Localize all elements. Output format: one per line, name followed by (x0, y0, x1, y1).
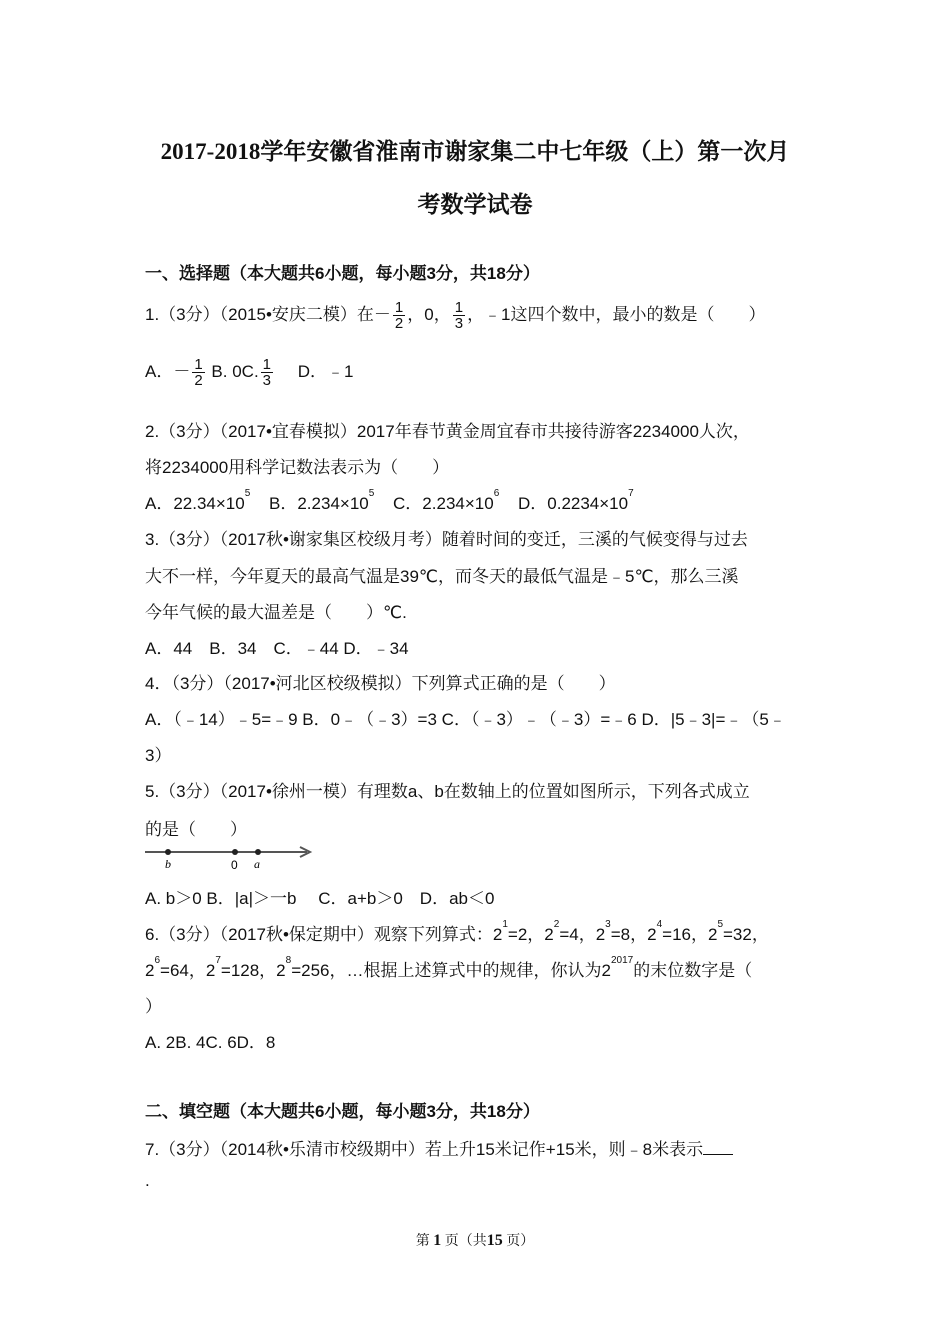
question-5: 5.（3分）（2017•徐州一模）有理数a、b在数轴上的位置如图所示，下列各式成立 (145, 782, 750, 801)
answer-blank[interactable] (703, 1140, 733, 1155)
question-5-options: A. b＞0 B．|a|＞一b C．a+b＞0 D．ab＜0 (145, 889, 495, 908)
option-b-c: B. 0C. (211, 362, 259, 381)
point-zero (232, 849, 238, 855)
question-6-line3: ） (145, 997, 162, 1016)
question-3-options: A．44 B．34 C．﹣44 D．﹣34 (145, 639, 409, 658)
label-a: a (254, 857, 260, 870)
option-d: D．﹣1 (297, 362, 354, 381)
question-6-line2: $2^6=64$，$2^7=128$，$2^8=256$，…根据上述算式中的规律，你认为$2^{2017}$的末位数字是（ (145, 955, 753, 980)
option-a: A．－ (145, 362, 191, 381)
point-b (165, 849, 171, 855)
question-7-line2: . (145, 1171, 150, 1190)
option-b: B．$2.234\times 10^5$ (269, 488, 375, 513)
question-5-line2: 的是（ ） (145, 820, 247, 839)
label-b: b (165, 857, 171, 870)
question-4-options: A．（﹣14）﹣5=﹣9 B．0﹣（﹣3）=3 C．（﹣3）﹣（﹣3）=﹣6 D．|5﹣3|=﹣（5﹣ (145, 710, 786, 729)
fraction: $\frac{1}{3}$ (454, 299, 464, 333)
doc-title-line2: 考数学试卷 (417, 192, 533, 217)
option-d: D．$0.2234\times 10^7$ (517, 488, 634, 513)
point-a (255, 849, 261, 855)
option-a: A．$22.34\times 10^5$ (145, 488, 251, 513)
section-heading: 一、选择题（本大题共6小题，每小题3分，共18分） (145, 264, 540, 283)
q1-text: 1.（3分）（2015•安庆二模）在－ (145, 305, 391, 324)
question-6-options: A. 2B. 4C. 6D．8 (145, 1033, 276, 1052)
fraction: $\frac{1}{3}$ (262, 356, 272, 390)
question-3-line2: 大不一样，今年夏天的最高气温是39℃，而冬天的最低气温是﹣5℃，那么三溪 (145, 567, 739, 586)
question-3: 3.（3分）（2017秋•谢家集区校级月考）随着时间的变迁，三溪的气候变得与过去 (145, 530, 748, 549)
question-2-line2: 将2234000用科学记数法表示为（ ） (145, 458, 450, 477)
fraction: $\frac{1}{2}$ (194, 356, 203, 390)
question-2-options (145, 489, 634, 514)
number-line-figure (143, 842, 315, 870)
section-heading: 二、填空题（本大题共6小题，每小题3分，共18分） (145, 1102, 540, 1121)
doc-title-line1: 2017-2018学年安徽省淮南市谢家集二中七年级（上）第一次月 (160, 139, 790, 164)
q1-text: ，0， (407, 305, 451, 324)
question-6: 6.（3分）（2017秋•保定期中）观察下列算式：$2^1=2$，$2^2=4$，$2^3=8$，$2^4=16$，$2^5=32$， (145, 919, 769, 944)
question-4: 4．（3分）（2017•河北区校级模拟）下列算式正确的是（ ） (145, 674, 616, 693)
label-zero: 0 (231, 858, 238, 870)
question-2: 2.（3分）（2017•宜春模拟）2017年春节黄金周宜春市共接待游客2234000人次， (145, 422, 750, 441)
fraction: $\frac{1}{2}$ (394, 299, 404, 333)
question-1-options (145, 357, 353, 388)
question-1 (145, 300, 766, 331)
option-c: C．$2.234\times 10^6$ (393, 488, 500, 513)
question-4-options-cont: 3） (145, 746, 172, 765)
question-7: 7.（3分）（2014秋•乐清市校级期中）若上升15米记作+15米，则﹣8米表示 (145, 1135, 733, 1160)
page-footer: 第 1 页（共15 页） (415, 1232, 535, 1249)
question-3-line3: 今年气候的最大温差是（ ）℃. (145, 603, 407, 622)
q1-text: ，﹣1这四个数中，最小的数是（ ） (467, 305, 766, 324)
